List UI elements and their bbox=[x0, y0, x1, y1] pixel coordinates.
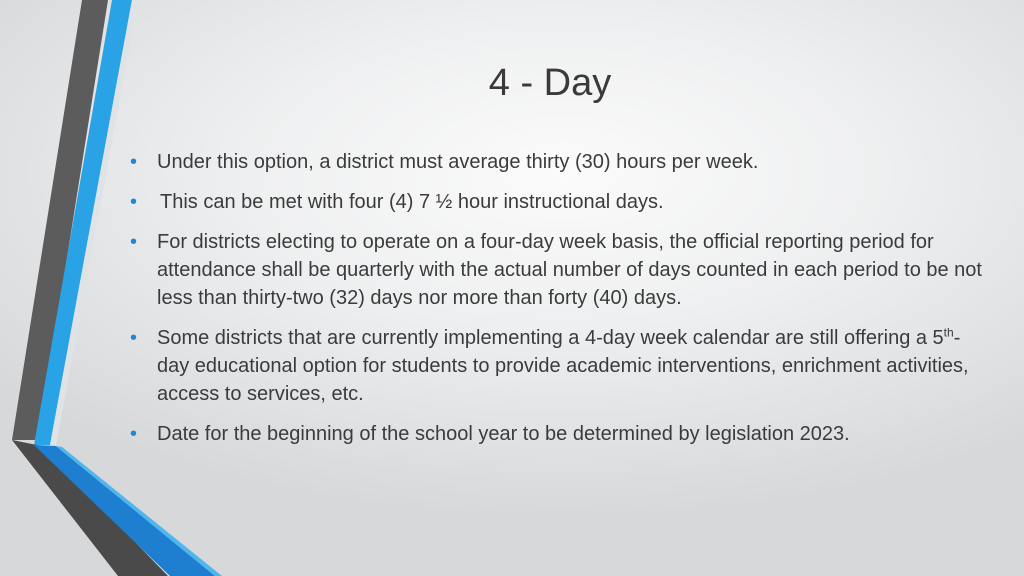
bullet-text: Date for the beginning of the school year to be determined by legislation 2023. bbox=[157, 423, 850, 445]
stripe-dark-bottom bbox=[12, 440, 168, 576]
bullet-dot-icon: • bbox=[130, 423, 138, 445]
slide-title: 4 - Day bbox=[488, 62, 612, 104]
bullet-item bbox=[130, 324, 990, 408]
bullet-item bbox=[130, 228, 990, 312]
bullet-item bbox=[130, 148, 990, 176]
bullet-dot-icon: • bbox=[130, 231, 138, 253]
bullet-dot-icon: • bbox=[130, 151, 138, 173]
bullet-text-after: -day educational option for students to provide academic interventions, enrichment activities, access to services, etc. bbox=[157, 327, 969, 405]
bullet-dot-icon: • bbox=[130, 327, 138, 349]
bullet-dot-icon: • bbox=[130, 191, 138, 213]
bullet-item bbox=[130, 420, 990, 448]
bullet-text-before: Some districts that are currently implementing a 4-day week calendar are still offering a 5 bbox=[157, 327, 944, 349]
bullet-item bbox=[130, 188, 990, 216]
bullet-text: This can be met with four (4) 7 ½ hour instructional days. bbox=[160, 191, 664, 213]
bullet-superscript: th bbox=[943, 325, 954, 340]
bullet-list bbox=[130, 148, 990, 460]
bullet-text: For districts electing to operate on a four-day week basis, the official reporting period for attendance shall be quarterly with the actual number of days counted in each period to be not less than thirty-two (32) days nor more than forty (40) days. bbox=[157, 231, 982, 309]
bullet-text: Under this option, a district must average thirty (30) hours per week. bbox=[157, 151, 759, 173]
